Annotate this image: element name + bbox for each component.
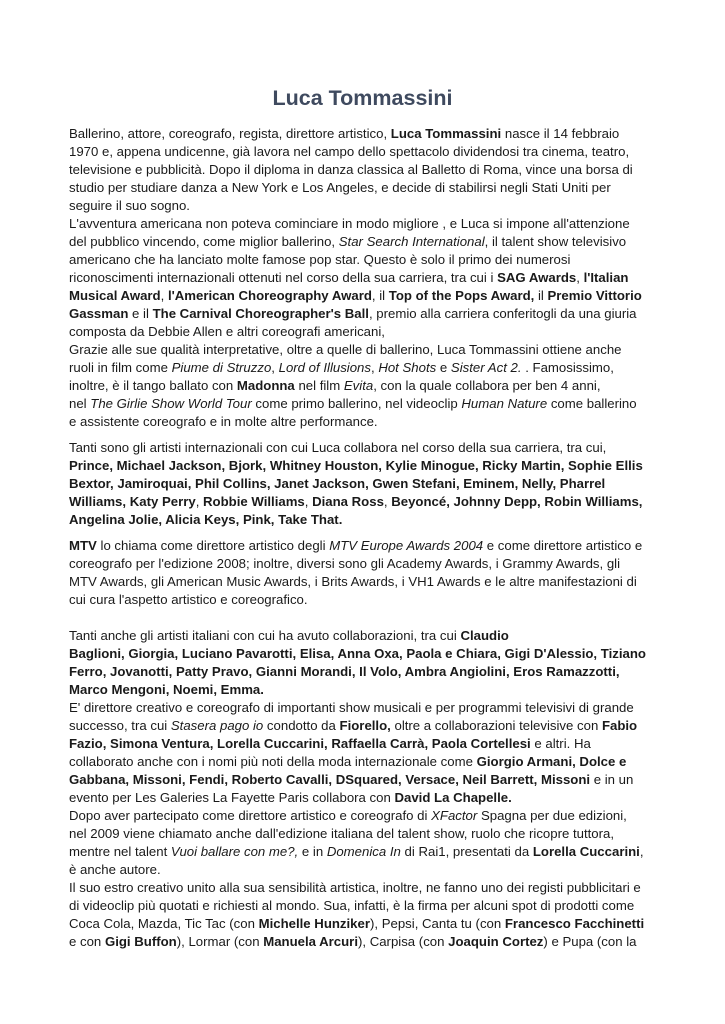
italic-text: Domenica In [326, 844, 401, 859]
text-line [69, 825, 614, 843]
text-line [69, 359, 614, 377]
text-segment: del pubblico vincendo, come miglior ballerino, [69, 234, 339, 249]
text-segment: ), Lormar (con [176, 934, 264, 949]
text-line [69, 341, 621, 359]
bold-text: Premio Vittorio [547, 288, 642, 303]
text-line [69, 125, 619, 143]
text-segment: riconoscimenti internazionali ottenuti nel corso della sua carriera, tra cui i [69, 270, 498, 285]
text-segment: come ballerino [547, 396, 637, 411]
italic-text: Sister Act 2. [450, 360, 522, 375]
text-segment: ruoli in film come [69, 360, 172, 375]
text-segment: collaborato anche con i nomi più noti della moda internazionale come [69, 754, 477, 769]
text-segment: nel [69, 396, 91, 411]
text-segment: , il [371, 288, 389, 303]
text-segment: , [576, 270, 584, 285]
text-segment: e assistente coreografo e in molte altre performance. [69, 414, 378, 429]
bold-text: Beyoncé, Johnny Depp, Robin Williams, [391, 494, 643, 509]
bold-text: Giorgio Armani, Dolce e [476, 754, 627, 769]
text-segment: . Famosissimo, [521, 360, 614, 375]
text-segment: di videoclip più quotati e richiesti al mondo. Sua, infatti, è la firma per alcuni spot di prodotti come [69, 898, 635, 913]
text-line [69, 475, 605, 493]
text-segment: e in un [590, 772, 634, 787]
page-title: Luca Tommassini [272, 86, 453, 110]
text-segment: , [371, 360, 379, 375]
text-segment: 1970 e, appena undicenne, già lavora nel campo dello spettacolo dividendosi tra cinema, teatro, [69, 144, 630, 159]
text-line [69, 179, 611, 197]
text-segment: nel film [294, 378, 344, 393]
text-segment: Tanti anche gli artisti italiani con cui ha avuto collaborazioni, tra cui [69, 628, 461, 643]
text-line [69, 645, 646, 663]
bold-text: Gassman [69, 306, 129, 321]
bold-text: Williams, Katy Perry [69, 494, 196, 509]
text-segment: nasce il 14 febbraio [501, 126, 620, 141]
text-line [69, 735, 591, 753]
text-segment: , [383, 494, 392, 509]
text-segment: coreografo per l'edizione 2008; inoltre, diversi sono gli Academy Awards, i Grammy Awards, gli [69, 556, 621, 571]
text-segment: ), Carpisa (con [357, 934, 449, 949]
text-segment: composta da Debbie Allen e altri coreografi americani, [69, 324, 385, 339]
text-line [69, 699, 634, 717]
bold-text: Gabbana, Missoni, Fendi, Roberto Cavalli, DSquared, Versace, Neil Barrett, Missoni [69, 772, 591, 787]
text-segment: inoltre, è il tango ballato con [69, 378, 237, 393]
bold-text: Fabio [601, 718, 638, 733]
text-segment: e [436, 360, 451, 375]
text-line [69, 161, 633, 179]
text-segment: , [195, 494, 204, 509]
bold-text: Musical Award [69, 288, 161, 303]
text-segment: Tanti sono gli artisti internazionali con cui Luca collabora nel corso della sua carriera, tra cui, [69, 440, 607, 455]
italic-text: Evita [343, 378, 374, 393]
text-line [69, 843, 644, 861]
text-line [69, 555, 620, 573]
text-line [69, 789, 512, 807]
text-line [69, 287, 642, 305]
italic-text: Vuoi ballare con me?, [170, 844, 299, 859]
text-line [69, 897, 634, 915]
bold-text: Joaquin Cortez [448, 934, 544, 949]
bold-text: Baglioni, Giorgia, Luciano Pavarotti, Elisa, Anna Oxa, Paola e Chiara, Gigi D'Alessio, Tiziano [69, 646, 646, 661]
text-segment: e il [128, 306, 153, 321]
italic-text: Human Nature [461, 396, 548, 411]
bold-text: Manuela Arcuri [263, 934, 358, 949]
bold-text: Madonna [236, 378, 295, 393]
text-line [69, 377, 601, 395]
text-segment: cui cura l'aspetto artistico e coreografico. [69, 592, 308, 607]
text-line [69, 269, 628, 287]
text-segment: americano che ha lanciato molte famose pop star. Questo è solo il primo dei numerosi [69, 252, 571, 267]
text-segment: e con [69, 934, 105, 949]
text-segment: lo chiama come direttore artistico degli [96, 538, 330, 553]
bold-text: l'American Choreography Award [167, 288, 372, 303]
text-segment: Spagna per due edizioni, [477, 808, 627, 823]
text-line [69, 627, 509, 645]
text-line [69, 143, 629, 161]
bold-text: Francesco Facchinetti [504, 916, 645, 931]
bold-text: Lorella Cuccarini [532, 844, 640, 859]
italic-text: Piume di Struzzo [171, 360, 272, 375]
bold-text: l'Italian [583, 270, 629, 285]
bold-text: MTV [69, 538, 97, 553]
bold-text: Top of the Pops Award, [388, 288, 535, 303]
text-segment: e come direttore artistico e [483, 538, 643, 553]
bold-text: SAG Awards [497, 270, 577, 285]
bold-text: Ferro, Jovanotti, Patty Pravo, Gianni Morandi, Il Volo, Ambra Angiolini, Eros Ramazzotti, [69, 664, 620, 679]
text-segment: , il talent show televisivo [484, 234, 627, 249]
bold-text: Robbie Williams [203, 494, 305, 509]
text-line [69, 439, 606, 457]
bold-text: Claudio [460, 628, 509, 643]
text-segment: oltre a collaborazioni televisive con [390, 718, 602, 733]
text-segment: , premio alla carriera conferitogli da una giuria [368, 306, 637, 321]
text-line [69, 305, 637, 323]
bold-text: Fiorello, [339, 718, 391, 733]
text-segment: , [304, 494, 313, 509]
text-segment: MTV Awards, gli American Music Awards, i Brits Awards, i VH1 Awards e le altre manifestazioni di [69, 574, 637, 589]
text-segment: evento per Les Galeries La Fayette Paris collabora con [69, 790, 395, 805]
text-segment: Coca Cola, Mazda, Tic Tac (con [69, 916, 259, 931]
text-segment: , [160, 288, 168, 303]
text-segment: Dopo aver partecipato come direttore artistico e coreografo di [69, 808, 432, 823]
text-segment: seguire il suo sogno. [69, 198, 190, 213]
text-segment: nel 2009 viene chiamato anche dall'edizione italiana del talent show, ruolo che ricopre tuttora, [69, 826, 615, 841]
italic-text: Lord of Illusions [278, 360, 371, 375]
text-segment: Il suo estro creativo unito alla sua sensibilità artistica, inoltre, ne fanno uno dei registi pubblicitari e [69, 880, 641, 895]
bold-text: Angelina Jolie, Alicia Keys, Pink, Take That. [69, 512, 343, 527]
italic-text: Star Search International [338, 234, 485, 249]
text-segment: e altri. Ha [530, 736, 591, 751]
text-segment: Grazie alle sue qualità interpretative, oltre a quelle di ballerino, Luca Tommassini ottiene anche [69, 342, 622, 357]
text-line [69, 573, 637, 591]
text-line [69, 413, 378, 431]
italic-text: XFactor [431, 808, 478, 823]
text-segment: di Rai1, presentati da [400, 844, 533, 859]
text-line [69, 395, 637, 413]
italic-text: The Girlie Show World Tour [90, 396, 252, 411]
text-line [69, 663, 620, 681]
italic-text: Hot Shots [378, 360, 437, 375]
text-line [69, 323, 385, 341]
text-segment: è anche autore. [69, 862, 161, 877]
text-segment: , [271, 360, 279, 375]
text-segment: come primo ballerino, nel videoclip [251, 396, 462, 411]
bold-text: Prince, Michael Jackson, Bjork, Whitney Houston, Kylie Minogue, Ricky Martin, Sophie Ellis [69, 458, 643, 473]
bold-text: Luca Tommassini [390, 126, 502, 141]
text-line [69, 879, 641, 897]
text-line [69, 717, 637, 735]
text-line [69, 861, 161, 879]
bold-text: David La Chapelle. [394, 790, 512, 805]
text-segment: E' direttore creativo e coreografo di importanti show musicali e per programmi televisivi di grande [69, 700, 634, 715]
text-line [69, 537, 642, 555]
text-segment: il [534, 288, 548, 303]
text-line [69, 915, 644, 933]
text-segment: mentre nel talent [69, 844, 171, 859]
text-segment: Ballerino, attore, coreografo, regista, direttore artistico, [69, 126, 391, 141]
text-line [69, 933, 637, 951]
bold-text: Marco Mengoni, Noemi, Emma. [69, 682, 264, 697]
italic-text: MTV Europe Awards 2004 [329, 538, 484, 553]
text-segment: condotto da [263, 718, 340, 733]
text-segment: studio per studiare danza a New York e Los Angeles, e decide di stabilirsi negli Stati Uniti per [69, 180, 611, 195]
text-segment: televisione e pubblicità. Dopo il diploma in danza classica al Balletto di Roma, vince una borsa di [69, 162, 633, 177]
text-segment: , con la quale collabora per ben 4 anni, [373, 378, 601, 393]
bold-text: Michelle Hunziker [258, 916, 370, 931]
text-line [69, 681, 264, 699]
text-line [69, 591, 308, 609]
bold-text: Bextor, Jamiroquai, Phil Collins, Janet Jackson, Gwen Stefani, Eminem, Nelly, Pharrel [69, 476, 606, 491]
bold-text: Gigi Buffon [104, 934, 177, 949]
text-line [69, 233, 626, 251]
text-line [69, 771, 633, 789]
text-segment: L'avventura americana non poteva cominciare in modo migliore , e Luca si impone all'attenzione [69, 216, 630, 231]
text-line [69, 197, 190, 215]
text-segment: ), Pepsi, Canta tu (con [370, 916, 505, 931]
bold-text: The Carnival Choreographer's Ball [152, 306, 369, 321]
text-segment: successo, tra cui [69, 718, 171, 733]
bold-text: Diana Ross [312, 494, 384, 509]
text-segment: , [639, 844, 644, 859]
text-segment: e in [298, 844, 327, 859]
text-line [69, 493, 642, 511]
text-line [69, 251, 570, 269]
bold-text: Fazio, Simona Ventura, Lorella Cuccarini, Raffaella Carrà, Paola Cortellesi [69, 736, 531, 751]
text-line [69, 807, 627, 825]
text-line [69, 753, 626, 771]
text-segment: ) e Pupa (con la [543, 934, 637, 949]
text-line [69, 457, 643, 475]
text-line [69, 511, 342, 529]
text-line [69, 215, 630, 233]
italic-text: Stasera pago io [170, 718, 264, 733]
